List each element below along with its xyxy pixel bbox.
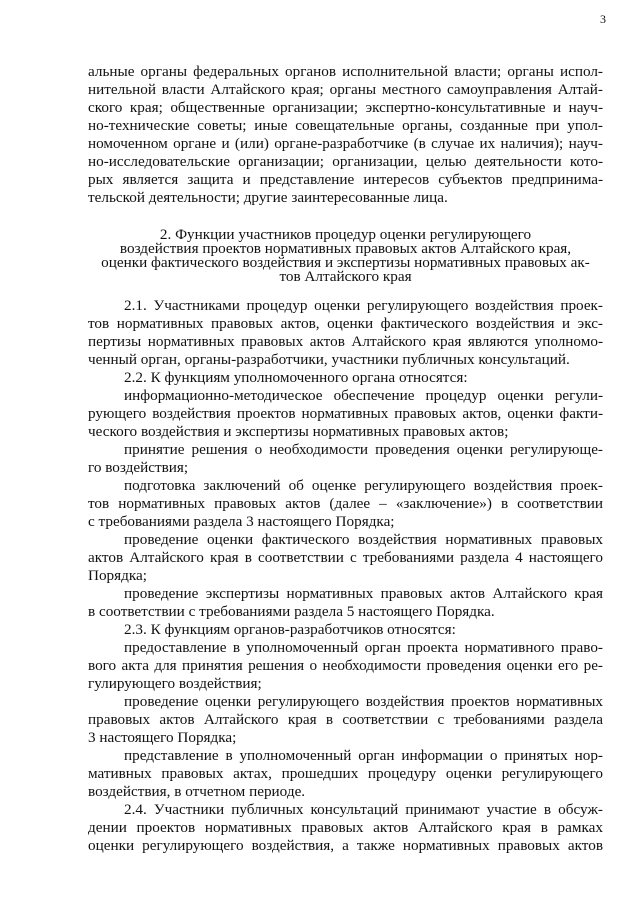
intro-line: ского края; общественные организации; экспертно-консультативные и науч- [88,99,603,116]
body-line: актов Алтайского края в соответствии с требованиями раздела 4 настоящего [88,549,603,566]
body-line: оценки регулирующего воздействия, а также нормативных правовых актов [88,837,603,854]
intro-line: номоченном органе и (или) органе-разработчике (в случае их наличия); науч- [88,135,603,152]
section-heading: оценки фактического воздействия и экспертизы нормативных правовых ак- [101,255,590,271]
body-line: рующего воздействия проектов нормативных правовых актов, оценки факти- [88,405,603,422]
intro-line: рых является защита и представление интересов субъектов предпринима- [88,171,603,188]
body-line: гулирующего воздействия; [88,675,262,692]
section-heading: воздействия проектов нормативных правовых актов Алтайского края, [119,241,572,257]
body-line: Порядка; [88,567,147,584]
body-line: проведение оценки регулирующего воздействия проектов нормативных [124,693,603,710]
body-line: представление в уполномоченный орган информации о принятых нор- [124,747,603,764]
body-line: 2.1. Участниками процедур оценки регулирующего воздействия проек- [124,297,603,314]
body-line: мативных правовых актах, прошедших процедуру оценки регулирующего [88,765,603,782]
body-line: предоставление в уполномоченный орган проекта нормативного право- [124,639,603,656]
body-line: вого акта для принятия решения о необходимости проведения оценки его ре- [88,657,603,674]
body-line: 2.2. К функциям уполномоченного органа относятся: [124,369,468,386]
body-line: с требованиями раздела 3 настоящего Порядка; [88,513,395,530]
intro-line: нительной власти Алтайского края; органы местного самоуправления Алтай- [88,81,603,98]
body-line: ченный орган, органы-разработчики, участники публичных консультаций. [88,351,570,368]
body-line: пертизы нормативных правовых актов Алтайского края являются уполномо- [88,333,603,350]
body-line: тов нормативных правовых актов (далее – «заключение») в соответствии [88,495,603,512]
body-line: воздействия, в отчетном периоде. [88,783,306,800]
body-line: в соответствии с требованиями раздела 5 настоящего Порядка. [88,603,495,620]
body-line: дении проектов нормативных правовых актов Алтайского края в рамках [88,819,603,836]
body-line: 3 настоящего Порядка; [88,729,237,746]
intro-line: но-технические советы; иные совещательные органы, созданные при упол- [88,117,603,134]
body-line: подготовка заключений об оценке регулирующего воздействия проек- [124,477,603,494]
body-line: проведение экспертизы нормативных правовых актов Алтайского края [124,585,603,602]
section-heading: 2. Функции участников процедур оценки регулирующего [159,227,532,243]
body-line: 2.3. К функциям органов-разработчиков относятся: [124,621,456,638]
body-line: тов нормативных правовых актов, оценки фактического воздействия и экс- [88,315,603,332]
body-line: принятие решения о необходимости проведения оценки регулирующе- [124,441,603,458]
intro-line: тельской деятельности; другие заинтересованные лица. [88,189,448,206]
body-line: информационно-методическое обеспечение процедур оценки регули- [124,387,603,404]
intro-line: но-исследовательские организации; организации, целью деятельности кото- [88,153,603,170]
body-line: 2.4. Участники публичных консультаций принимают участие в обсуж- [124,801,603,818]
body-line: проведение оценки фактического воздействия нормативных правовых [124,531,603,548]
body-line: го воздействия; [88,459,189,476]
page-number: 3 [600,12,606,26]
intro-line: альные органы федеральных органов исполнительной власти; органы испол- [88,63,603,80]
section-heading: тов Алтайского края [279,269,412,285]
body-line: ческого воздействия и экспертизы нормативных правовых актов; [88,423,509,440]
body-line: правовых актов Алтайского края в соответствии с требованиями раздела [88,711,603,728]
